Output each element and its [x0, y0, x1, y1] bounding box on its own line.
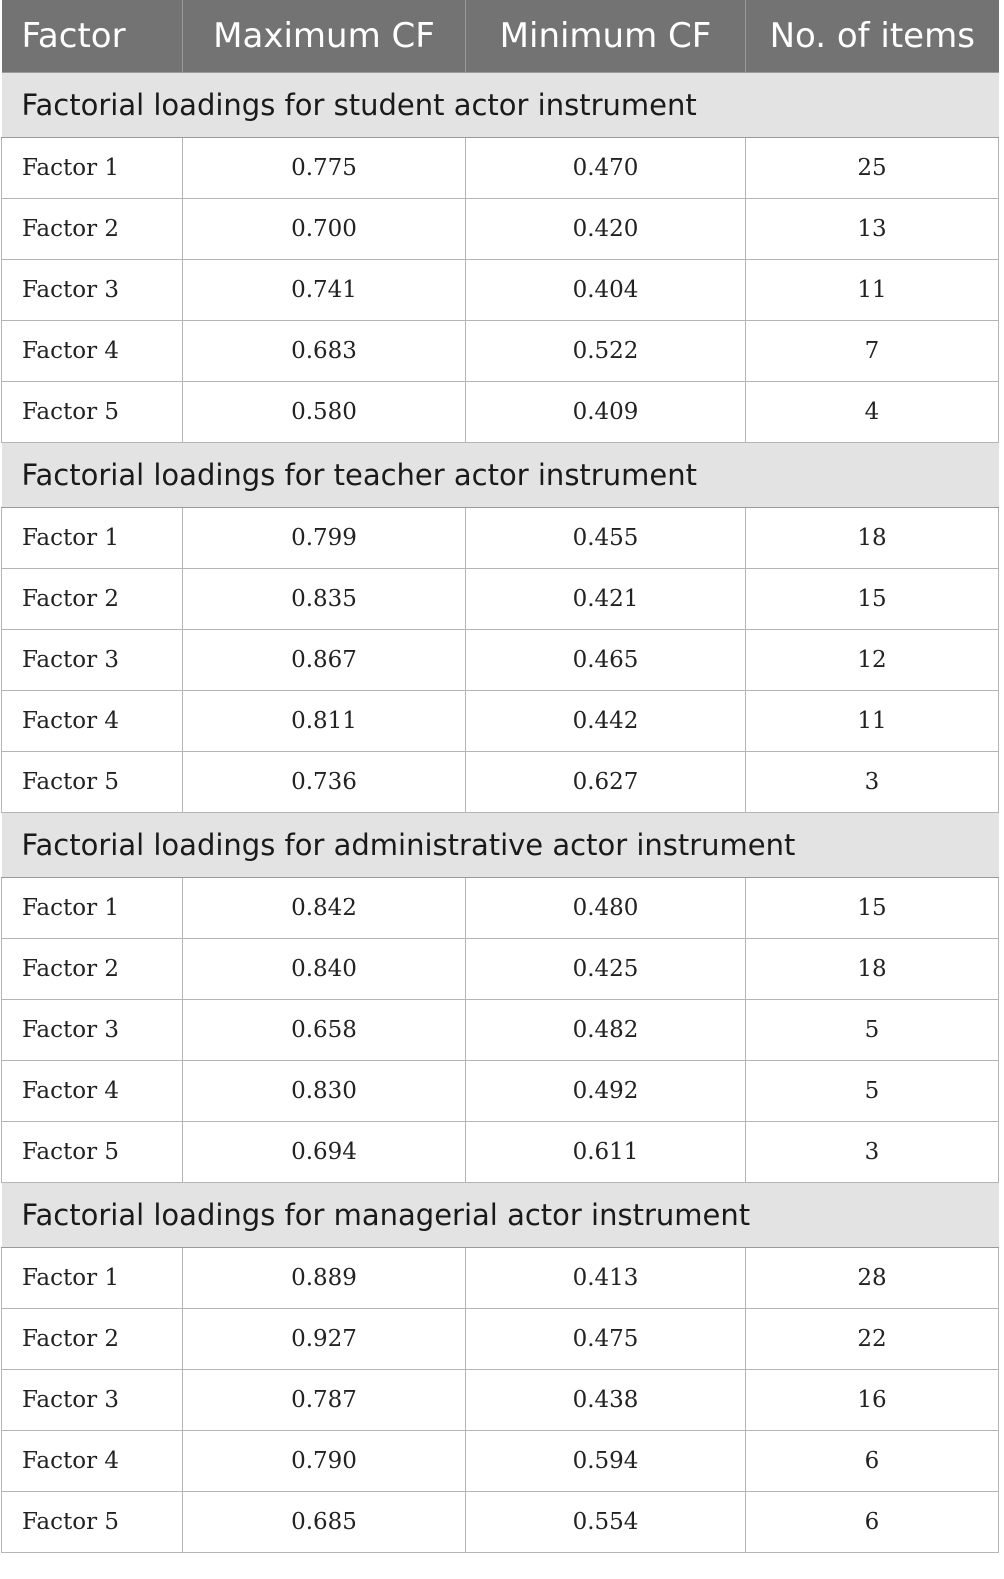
factor-cell: Factor 5 — [2, 752, 183, 813]
maximum-cf-cell: 0.736 — [183, 752, 466, 813]
factor-cell: Factor 1 — [2, 508, 183, 569]
minimum-cf-cell: 0.438 — [466, 1370, 746, 1431]
factor-cell: Factor 1 — [2, 878, 183, 939]
maximum-cf-cell: 0.790 — [183, 1431, 466, 1492]
maximum-cf-cell: 0.775 — [183, 138, 466, 199]
no-of-items-cell: 4 — [746, 382, 999, 443]
factor-cell: Factor 2 — [2, 1309, 183, 1370]
table-row — [2, 1122, 999, 1183]
minimum-cf-cell: 0.522 — [466, 321, 746, 382]
header-minimum-cf: Minimum CF — [466, 0, 746, 73]
section-title: Factorial loadings for student actor instrument — [2, 73, 999, 138]
no-of-items-cell: 3 — [746, 752, 999, 813]
factor-cell: Factor 3 — [2, 630, 183, 691]
table-body — [2, 73, 999, 1553]
table-row — [2, 1309, 999, 1370]
section-row — [2, 73, 999, 138]
no-of-items-cell: 5 — [746, 1000, 999, 1061]
no-of-items-cell: 7 — [746, 321, 999, 382]
minimum-cf-cell: 0.554 — [466, 1492, 746, 1553]
maximum-cf-cell: 0.835 — [183, 569, 466, 630]
no-of-items-cell: 11 — [746, 260, 999, 321]
table-row — [2, 1370, 999, 1431]
factor-cell: Factor 4 — [2, 691, 183, 752]
maximum-cf-cell: 0.889 — [183, 1248, 466, 1309]
maximum-cf-cell: 0.927 — [183, 1309, 466, 1370]
factor-cell: Factor 1 — [2, 138, 183, 199]
table-row — [2, 1000, 999, 1061]
no-of-items-cell: 18 — [746, 508, 999, 569]
no-of-items-cell: 3 — [746, 1122, 999, 1183]
maximum-cf-cell: 0.694 — [183, 1122, 466, 1183]
no-of-items-cell: 6 — [746, 1431, 999, 1492]
table-row — [2, 1492, 999, 1553]
table-row — [2, 691, 999, 752]
table-row — [2, 138, 999, 199]
no-of-items-cell: 16 — [746, 1370, 999, 1431]
header-maximum-cf: Maximum CF — [183, 0, 466, 73]
factor-cell: Factor 4 — [2, 321, 183, 382]
minimum-cf-cell: 0.465 — [466, 630, 746, 691]
header-no-of-items: No. of items — [746, 0, 999, 73]
maximum-cf-cell: 0.700 — [183, 199, 466, 260]
table-row — [2, 199, 999, 260]
minimum-cf-cell: 0.442 — [466, 691, 746, 752]
minimum-cf-cell: 0.409 — [466, 382, 746, 443]
factor-cell: Factor 5 — [2, 1122, 183, 1183]
minimum-cf-cell: 0.420 — [466, 199, 746, 260]
no-of-items-cell: 18 — [746, 939, 999, 1000]
no-of-items-cell: 22 — [746, 1309, 999, 1370]
minimum-cf-cell: 0.492 — [466, 1061, 746, 1122]
maximum-cf-cell: 0.580 — [183, 382, 466, 443]
maximum-cf-cell: 0.867 — [183, 630, 466, 691]
minimum-cf-cell: 0.475 — [466, 1309, 746, 1370]
no-of-items-cell: 13 — [746, 199, 999, 260]
minimum-cf-cell: 0.480 — [466, 878, 746, 939]
factor-cell: Factor 2 — [2, 199, 183, 260]
minimum-cf-cell: 0.404 — [466, 260, 746, 321]
maximum-cf-cell: 0.799 — [183, 508, 466, 569]
no-of-items-cell: 25 — [746, 138, 999, 199]
factor-loadings-table — [1, 0, 999, 1553]
maximum-cf-cell: 0.842 — [183, 878, 466, 939]
section-row — [2, 1183, 999, 1248]
maximum-cf-cell: 0.830 — [183, 1061, 466, 1122]
no-of-items-cell: 15 — [746, 878, 999, 939]
no-of-items-cell: 15 — [746, 569, 999, 630]
factor-cell: Factor 2 — [2, 939, 183, 1000]
maximum-cf-cell: 0.811 — [183, 691, 466, 752]
table-row — [2, 752, 999, 813]
factor-cell: Factor 4 — [2, 1061, 183, 1122]
minimum-cf-cell: 0.470 — [466, 138, 746, 199]
no-of-items-cell: 12 — [746, 630, 999, 691]
maximum-cf-cell: 0.840 — [183, 939, 466, 1000]
section-row — [2, 443, 999, 508]
no-of-items-cell: 5 — [746, 1061, 999, 1122]
minimum-cf-cell: 0.594 — [466, 1431, 746, 1492]
section-row — [2, 813, 999, 878]
minimum-cf-cell: 0.425 — [466, 939, 746, 1000]
factor-cell: Factor 1 — [2, 1248, 183, 1309]
factor-cell: Factor 2 — [2, 569, 183, 630]
minimum-cf-cell: 0.455 — [466, 508, 746, 569]
section-title: Factorial loadings for teacher actor instrument — [2, 443, 999, 508]
header-row — [2, 0, 999, 73]
factor-cell: Factor 4 — [2, 1431, 183, 1492]
maximum-cf-cell: 0.787 — [183, 1370, 466, 1431]
table-row — [2, 1061, 999, 1122]
no-of-items-cell: 6 — [746, 1492, 999, 1553]
maximum-cf-cell: 0.741 — [183, 260, 466, 321]
minimum-cf-cell: 0.413 — [466, 1248, 746, 1309]
header-factor: Factor — [2, 0, 183, 73]
maximum-cf-cell: 0.685 — [183, 1492, 466, 1553]
table-row — [2, 1431, 999, 1492]
maximum-cf-cell: 0.658 — [183, 1000, 466, 1061]
table-row — [2, 569, 999, 630]
table-row — [2, 321, 999, 382]
factor-cell: Factor 3 — [2, 260, 183, 321]
table-row — [2, 508, 999, 569]
factor-cell: Factor 5 — [2, 1492, 183, 1553]
section-title: Factorial loadings for administrative actor instrument — [2, 813, 999, 878]
factor-cell: Factor 5 — [2, 382, 183, 443]
minimum-cf-cell: 0.627 — [466, 752, 746, 813]
table-row — [2, 630, 999, 691]
maximum-cf-cell: 0.683 — [183, 321, 466, 382]
minimum-cf-cell: 0.421 — [466, 569, 746, 630]
table-header — [2, 0, 999, 73]
table-row — [2, 382, 999, 443]
no-of-items-cell: 11 — [746, 691, 999, 752]
no-of-items-cell: 28 — [746, 1248, 999, 1309]
factor-cell: Factor 3 — [2, 1000, 183, 1061]
factor-cell: Factor 3 — [2, 1370, 183, 1431]
table-row — [2, 878, 999, 939]
table-row — [2, 260, 999, 321]
table-row — [2, 1248, 999, 1309]
minimum-cf-cell: 0.611 — [466, 1122, 746, 1183]
section-title: Factorial loadings for managerial actor instrument — [2, 1183, 999, 1248]
table-row — [2, 939, 999, 1000]
minimum-cf-cell: 0.482 — [466, 1000, 746, 1061]
